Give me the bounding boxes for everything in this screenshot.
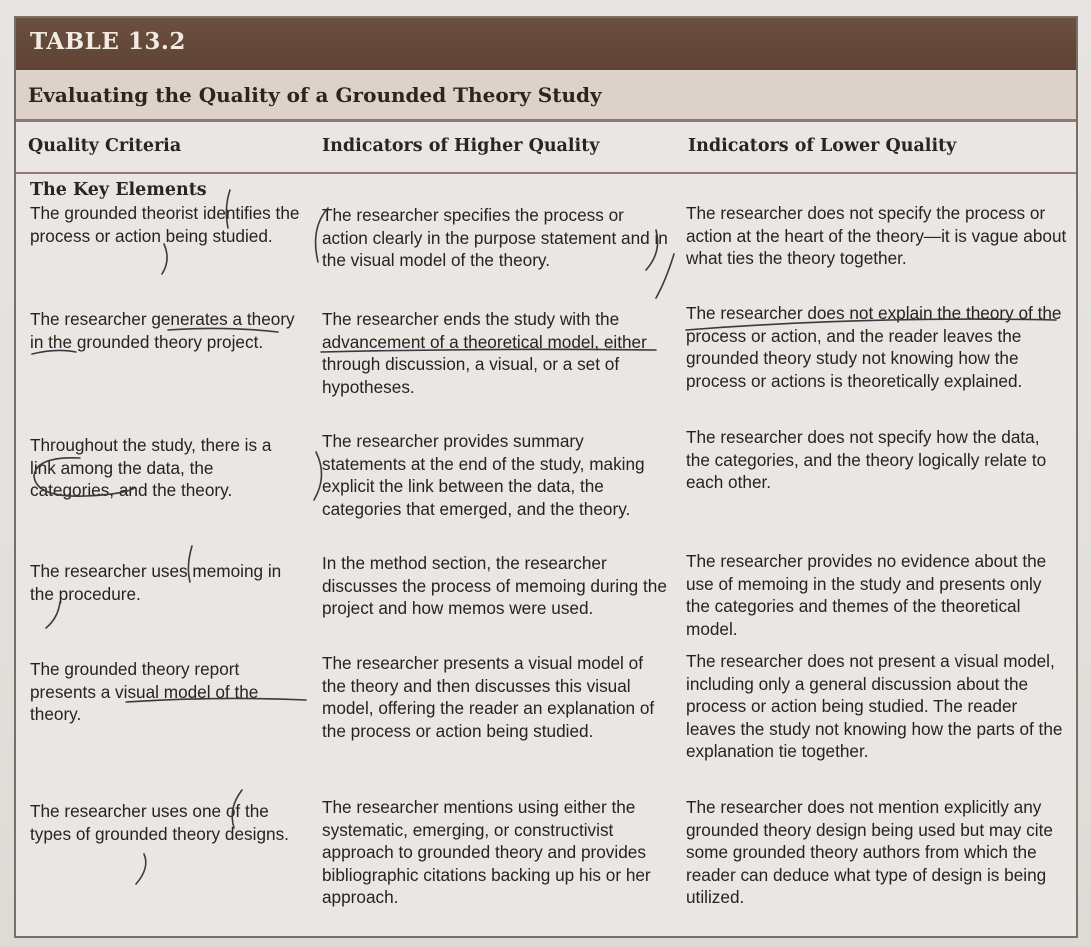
row-4-lower: The researcher provides no evidence about the use of memoing in the study and presents only the categories and themes of the theoretical model. [686, 551, 1047, 639]
section-heading: The Key Elements [30, 180, 207, 200]
table-title: Evaluating the Quality of a Grounded Theory Study [28, 83, 602, 107]
row-2-higher: The researcher ends the study with the advancement of a theoretical model, either through discussion, a visual, or a set of hypotheses. [322, 309, 647, 397]
pen-mark-paren-1 [162, 244, 167, 274]
row-5-criteria: The grounded theory report presents a visual model of the theory. [30, 659, 259, 724]
row-6-lower: The researcher does not mention explicitly any grounded theory design being used but may cite some grounded theory authors from which the reader can deduce what type of design is being utilized. [686, 797, 1053, 907]
table-number: TABLE 13.2 [30, 28, 186, 55]
header-higher-quality: Indicators of Higher Quality [322, 136, 600, 156]
row-3-lower: The researcher does not specify how the data, the categories, and the theory logically relate to each other. [686, 427, 1047, 492]
row-6-higher: The researcher mentions using either the systematic, emerging, or constructivist approach to grounded theory and provides bibliographic citations backing up his or her approach. [322, 797, 651, 907]
row-5-higher: The researcher presents a visual model of the theory and then discusses this visual model, offering the reader an explanation of the process or action being studied. [322, 653, 655, 741]
column-headers [16, 122, 1076, 174]
header-lower-quality: Indicators of Lower Quality [688, 136, 957, 156]
table-number-bar [16, 18, 1076, 70]
pen-mark-paren-4 [314, 452, 322, 500]
row-3-criteria: Throughout the study, there is a link among the data, the categories, and the theory. [30, 435, 272, 500]
row-2-lower: The researcher does not explain the theory of the process or action, and the reader leaves the grounded theory study not knowing how the process or actions is theoretically explained. [686, 303, 1062, 391]
table-title-bar [16, 70, 1076, 122]
table-frame [14, 16, 1078, 938]
row-4-higher: In the method section, the researcher discusses the process of memoing during the project and how memos were used. [322, 553, 667, 618]
pen-mark-paren-6 [136, 854, 146, 884]
row-1-lower: The researcher does not specify the process or action at the heart of the theory—it is vague about what ties the theory together. [686, 203, 1067, 268]
pen-mark-hook-4 [46, 602, 60, 628]
row-5-lower: The researcher does not present a visual model, including only a general discussion about the process or action being studied. The reader leaves the study not knowing how the parts of the explanation tie together. [686, 651, 1063, 761]
row-1-criteria: The grounded theorist identifies the process or action being studied. [30, 203, 300, 246]
row-1-higher: The researcher specifies the process or action clearly in the purpose statement and in the visual model of the theory. [322, 205, 668, 270]
row-6-criteria: The researcher uses one of the types of grounded theory designs. [30, 801, 289, 844]
header-quality-criteria: Quality Criteria [28, 136, 182, 156]
row-3-higher: The researcher provides summary statements at the end of the study, making explicit the link between the data, the categories that emerged, and the theory. [322, 431, 645, 519]
row-4-criteria: The researcher uses memoing in the procedure. [30, 561, 282, 604]
row-2-criteria: The researcher generates a theory in the grounded theory project. [30, 309, 295, 352]
